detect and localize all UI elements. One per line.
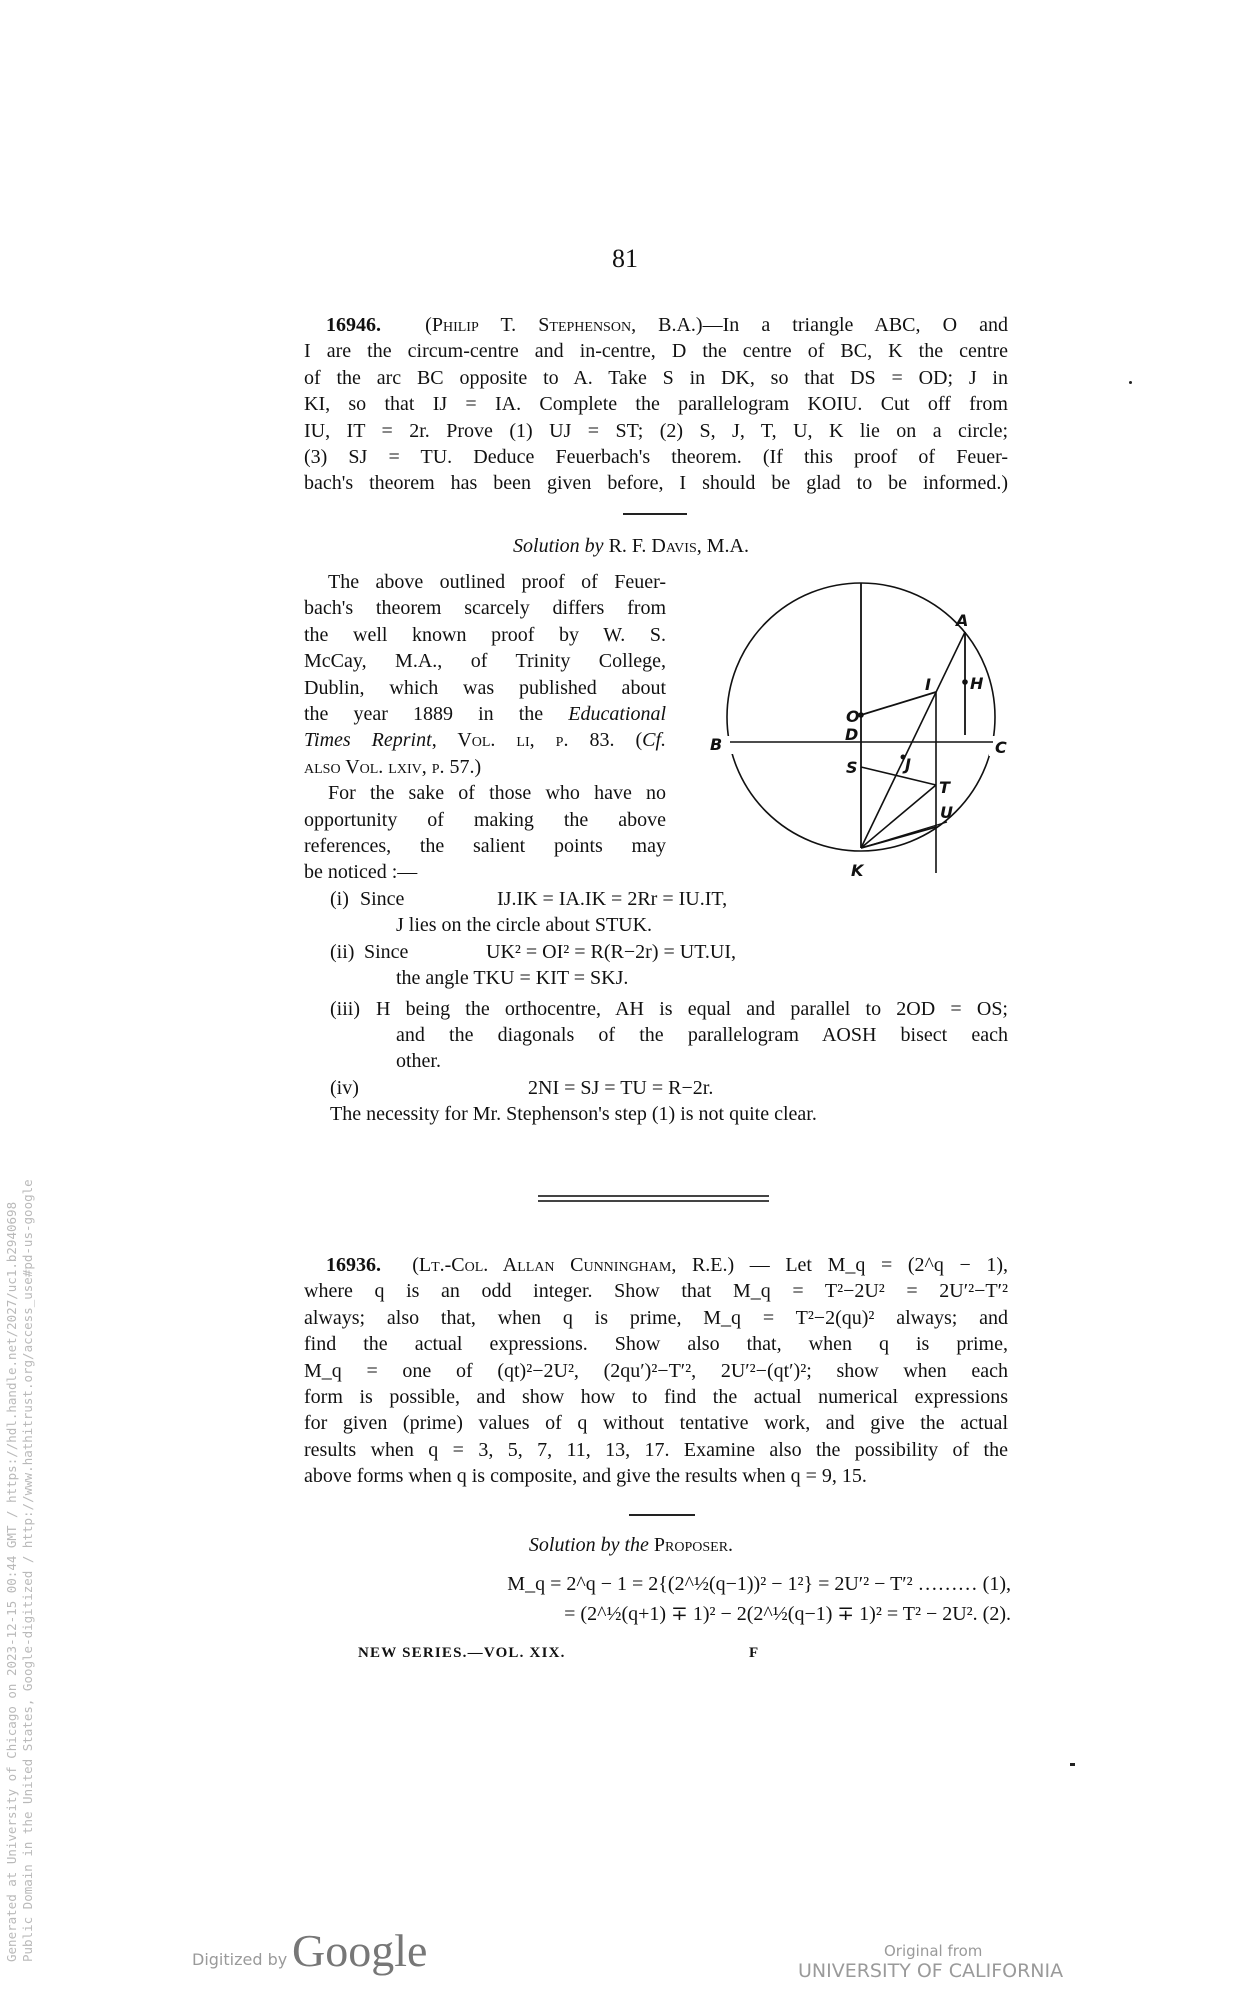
line-oi <box>861 692 936 715</box>
point-continuation: other. <box>396 1050 441 1073</box>
point-continuation: and the diagonals of the parallelogram AOSH bisect each <box>396 1023 1008 1046</box>
solution-heading <box>0 1532 1250 1558</box>
point-label: (ii) <box>330 940 355 963</box>
text-line: KI, so that IJ = IA. Complete the parallelogram KOIU. Cut off from <box>304 393 1008 416</box>
label-j: J <box>905 755 911 774</box>
double-rule-top <box>538 1195 769 1197</box>
point-lead: Since <box>364 940 409 963</box>
text-line <box>304 727 666 753</box>
text-span: Cf. <box>642 729 667 752</box>
problem-number: 16946. <box>326 314 381 336</box>
point-label: (i) <box>330 888 349 910</box>
problem-16946-line-1 <box>304 312 1008 338</box>
label-u: U <box>940 803 953 822</box>
text-line: be noticed :— <box>304 861 418 884</box>
text-line: the well known proof by W. S. <box>304 623 666 646</box>
text-line: Dublin, which was published about <box>304 676 666 699</box>
google-logo: Google <box>292 1925 428 1976</box>
scan-speck <box>1070 1763 1075 1766</box>
point-continuation: J lies on the circle about STUK. <box>396 914 653 937</box>
label-d: D <box>845 725 859 744</box>
solution-by-label: Solution by the <box>528 1534 649 1556</box>
label-k: K <box>851 861 864 880</box>
text-line: For the sake of those who have no <box>328 782 666 805</box>
text-line: find the actual expressions. Show also that, when q is prime, <box>304 1333 1008 1356</box>
label-s: S <box>846 758 858 777</box>
point-equation: IJ.IK = IA.IK = 2Rr = IU.IT, <box>497 888 728 910</box>
signature-mark: F <box>749 1645 759 1661</box>
text-line: bach's theorem scarcely differs from <box>304 597 666 620</box>
point-iv <box>304 1075 1008 1101</box>
scan-speck <box>1129 381 1132 384</box>
text-span: the year 1889 in the <box>304 703 544 726</box>
text-line: of the arc BC opposite to A. Take S in DK, so that DS = OD; J in <box>304 366 1008 389</box>
text-line: The above outlined proof of Feuer- <box>328 571 666 593</box>
solution-paragraph <box>304 569 666 886</box>
text-line: bach's theorem has been given before, I should be glad to be informed.) <box>304 472 1008 495</box>
problem-16936 <box>304 1252 1008 1490</box>
label-b: B <box>710 735 723 754</box>
point-label: (iv) <box>330 1076 359 1099</box>
text-line: always; also that, when q is prime, M_q = T²−2(qu)² always; and <box>304 1306 1008 1329</box>
point-lead: H being the orthocentre, AH is equal and parallel to 2OD = OS; <box>376 997 1008 1020</box>
label-o: O <box>846 707 860 726</box>
text-line: references, the salient points may <box>304 835 666 858</box>
point-lead: Since <box>360 888 405 910</box>
solution-author: Proposer. <box>653 1534 734 1556</box>
series-footer: NEW SERIES.—VOL. XIX. <box>358 1645 566 1661</box>
text-line: above forms when q is composite, and give the results when q = 9, 15. <box>304 1465 867 1488</box>
point-label: (iii) <box>330 997 360 1020</box>
text-line: IU, IT = 2r. Prove (1) UJ = ST; (2) S, J, T, U, K lie on a circle; <box>304 419 1008 442</box>
label-h: H <box>970 674 984 693</box>
point-ii <box>304 939 1008 965</box>
problem-16946 <box>304 312 1008 497</box>
section-rule <box>629 1514 695 1516</box>
text-line: for given (prime) values of q without tentative work, and give the actual <box>304 1412 1008 1435</box>
problem-author: (Lt.-Col. Allan Cunningham, R.E.) <box>412 1254 735 1276</box>
text-span: , Vol. li, p. 83. ( <box>431 729 643 752</box>
problem-number: 16936. <box>326 1254 381 1276</box>
watermark-line-1: Generated at University of Chicago on 2023-12-15 00:44 GMT / https://hdl.handle.net/2027/uc1.b2940698 <box>4 1201 19 1962</box>
closing-remark: The necessity for Mr. Stephenson's step (1) is not quite clear. <box>330 1103 817 1126</box>
problem-author: (Philip T. Stephenson, B.A.) <box>425 314 703 336</box>
point-i <box>304 886 1008 912</box>
equation-1: M_q = 2^q − 1 = 2{(2^½(q−1))² − 1²} = 2U′² − T′² ……… (1), <box>507 1573 1011 1595</box>
double-rule-bottom <box>538 1200 769 1202</box>
text-line: opportunity of making the above <box>304 808 666 831</box>
point-equation: UK² = OI² = R(R−2r) = UT.UI, <box>486 940 737 963</box>
text-line: M_q = one of (qt)²−2U², (2qu′)²−T′², 2U′²−(qt′)²; show when each <box>304 1359 1008 1382</box>
point-h <box>962 679 968 685</box>
label-t: T <box>939 778 950 797</box>
geometry-diagram <box>700 560 1030 890</box>
digitized-by-label: Digitized by <box>192 1950 288 1969</box>
solution-author: R. F. Davis, M.A. <box>608 535 749 557</box>
solution-by-label: Solution by <box>513 535 604 557</box>
text-span: — Let M_q = (2^q − 1), <box>749 1254 1008 1276</box>
text-line: form is possible, and show how to find the actual numerical expressions <box>304 1386 1008 1409</box>
text-line: —In a triangle ABC, O and <box>702 314 1008 336</box>
point-equation: 2NI = SJ = TU = R−2r. <box>528 1076 714 1099</box>
equation-2: = (2^½(q+1) ∓ 1)² − 2(2^½(q−1) ∓ 1)² = T² − 2U². (2). <box>564 1603 1011 1625</box>
journal-title: Times Reprint <box>304 729 432 752</box>
text-line: where q is an odd integer. Show that M_q = T²−2U² = 2U′²−T′² <box>304 1280 1008 1303</box>
label-c: C <box>995 738 1007 757</box>
text-line: I are the circum-centre and in-centre, D the centre of BC, K the centre <box>304 340 1008 363</box>
text-line: results when q = 3, 5, 7, 11, 13, 17. Examine also the possibility of the <box>304 1438 1008 1461</box>
solution-heading <box>0 533 1250 559</box>
problem-16936-line-1 <box>304 1252 1008 1278</box>
section-rule <box>623 513 687 515</box>
institution-label: UNIVERSITY OF CALIFORNIA <box>798 1960 1064 1982</box>
text-line: (3) SJ = TU. Deduce Feuerbach's theorem. (If this proof of Feuer- <box>304 446 1008 469</box>
points-list <box>304 886 1008 1128</box>
label-i: I <box>925 675 931 694</box>
line-kt <box>861 785 936 848</box>
text-line: McCay, M.A., of Trinity College, <box>304 650 666 673</box>
original-from-label: Original from <box>884 1942 983 1960</box>
page-number: 81 <box>612 244 638 273</box>
journal-title: Educational <box>568 703 666 726</box>
text-line <box>304 701 666 727</box>
point-iii <box>304 996 1008 1022</box>
text-line: also Vol. lxiv, p. 57.) <box>304 755 482 778</box>
watermark-line-2: Public Domain in the United States, Google-digitized / http://www.hathitrust.org/access_use#pd-us-google <box>20 1179 35 1962</box>
point-continuation: the angle TKU = KIT = SKJ. <box>396 967 629 990</box>
label-a: A <box>956 611 969 630</box>
